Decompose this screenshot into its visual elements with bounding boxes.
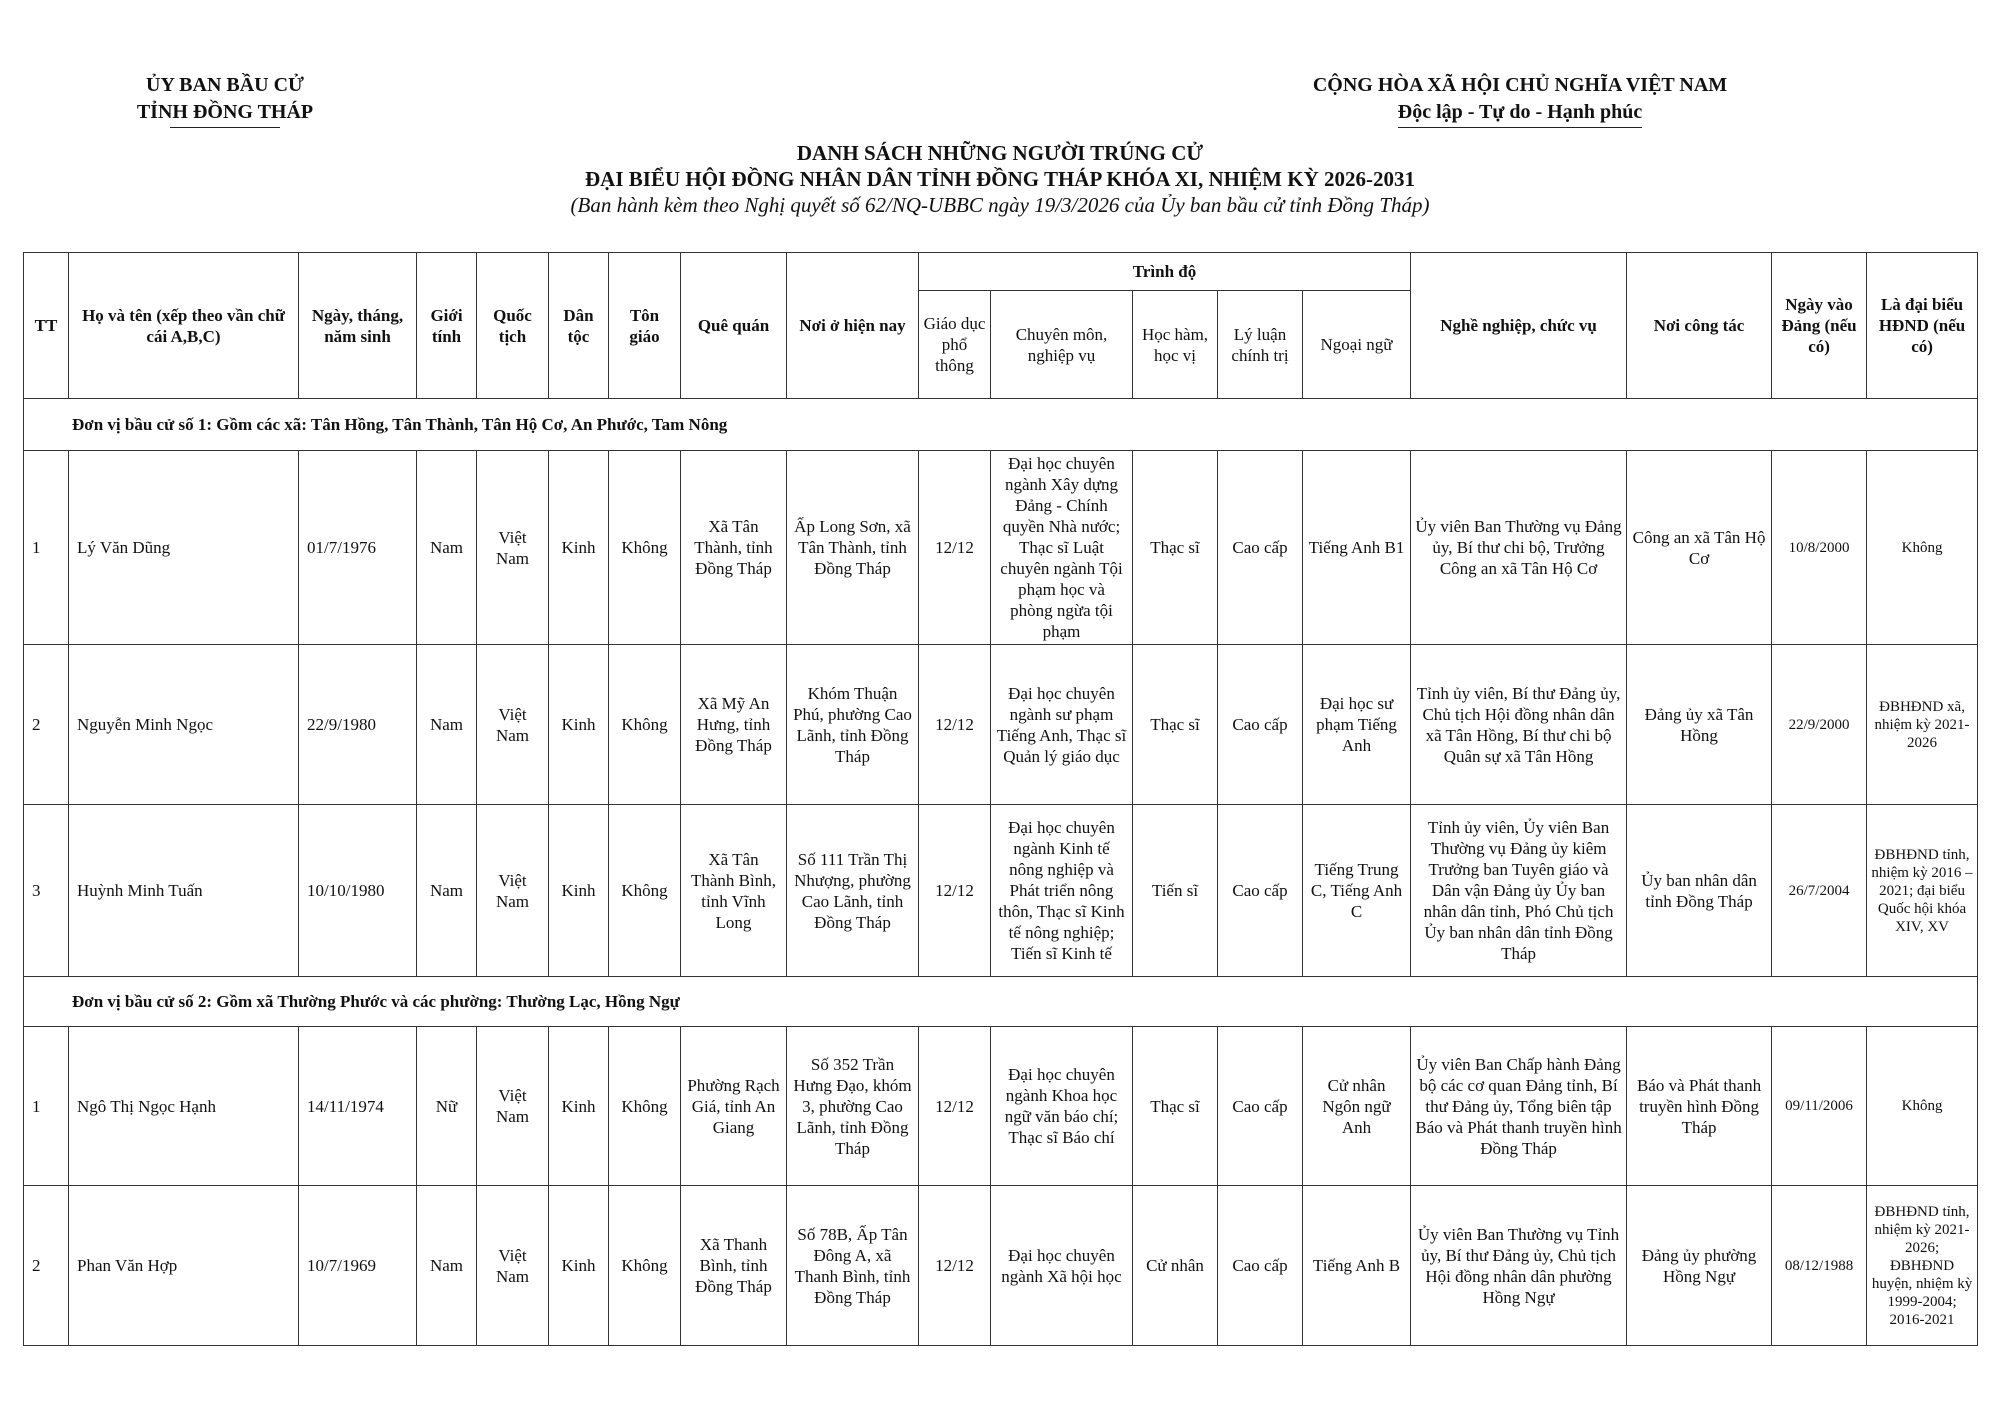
cell-language: Tiếng Anh B1 [1303, 451, 1411, 645]
elected-delegates-table [23, 252, 1978, 1346]
table-row [24, 645, 1978, 805]
cell-politics: Cao cấp [1218, 1027, 1303, 1186]
unit-title: Đơn vị bầu cử số 2: Gồm xã Thường Phước và các phường: Thường Lạc, Hồng Ngự [24, 977, 1978, 1027]
cell-ethnicity: Kinh [549, 1027, 609, 1186]
cell-residence: Số 352 Trần Hưng Đạo, khóm 3, phường Cao Lãnh, tỉnh Đồng Tháp [787, 1027, 919, 1186]
cell-occupation: Tỉnh ủy viên, Bí thư Đảng ủy, Chủ tịch Hội đồng nhân dân xã Tân Hồng, Bí thư chi bộ Quân sự xã Tân Hồng [1411, 645, 1627, 805]
col-header-nationality: Quốc tịch [477, 253, 549, 399]
cell-nationality: Việt Nam [477, 805, 549, 977]
col-header-party-date: Ngày vào Đảng (nếu có) [1772, 253, 1867, 399]
cell-residence: Số 78B, Ấp Tân Đông A, xã Thanh Bình, tỉnh Đồng Tháp [787, 1186, 919, 1346]
col-header-ethnicity: Dân tộc [549, 253, 609, 399]
cell-occupation: Ủy viên Ban Thường vụ Tỉnh ủy, Bí thư Đảng ủy, Chủ tịch Hội đồng nhân dân phường Hồng Ngự [1411, 1186, 1627, 1346]
cell-politics: Cao cấp [1218, 645, 1303, 805]
issuing-authority [110, 72, 340, 128]
cell-tt: 1 [24, 451, 69, 645]
cell-ethnicity: Kinh [549, 805, 609, 977]
cell-hometown: Xã Thanh Bình, tỉnh Đồng Tháp [681, 1186, 787, 1346]
cell-gender: Nữ [417, 1027, 477, 1186]
cell-name: Huỳnh Minh Tuấn [69, 805, 299, 977]
cell-specialty: Đại học chuyên ngành sư phạm Tiếng Anh, Thạc sĩ Quản lý giáo dục [991, 645, 1133, 805]
unit-row [24, 399, 1978, 451]
cell-residence: Ấp Long Sơn, xã Tân Thành, tỉnh Đồng Tháp [787, 451, 919, 645]
cell-workplace: Công an xã Tân Hộ Cơ [1627, 451, 1772, 645]
cell-religion: Không [609, 645, 681, 805]
cell-politics: Cao cấp [1218, 1186, 1303, 1346]
cell-language: Cử nhân Ngôn ngữ Anh [1303, 1027, 1411, 1186]
cell-tt: 2 [24, 1186, 69, 1346]
cell-degree: Cử nhân [1133, 1186, 1218, 1346]
table-row [24, 1186, 1978, 1346]
cell-degree: Tiến sĩ [1133, 805, 1218, 977]
cell-degree: Thạc sĩ [1133, 645, 1218, 805]
authority-underline [170, 127, 280, 128]
unit-title: Đơn vị bầu cử số 1: Gồm các xã: Tân Hồng, Tân Thành, Tân Hộ Cơ, An Phước, Tam Nông [24, 399, 1978, 451]
cell-occupation: Ủy viên Ban Chấp hành Đảng bộ các cơ quan Đảng tỉnh, Bí thư Đảng ủy, Tổng biên tập Báo và Phát thanh truyền hình Đồng Tháp [1411, 1027, 1627, 1186]
cell-religion: Không [609, 451, 681, 645]
col-header-tt: TT [24, 253, 69, 399]
cell-gender: Nam [417, 451, 477, 645]
authority-line-2: TỈNH ĐỒNG THÁP [136, 101, 314, 123]
nation-name: CỘNG HÒA XÃ HỘI CHỦ NGHĨA VIỆT NAM [1312, 74, 1728, 96]
cell-delegate: ĐBHĐND xã, nhiệm kỳ 2021-2026 [1867, 645, 1978, 805]
cell-tt: 1 [24, 1027, 69, 1186]
col-header-religion: Tôn giáo [609, 253, 681, 399]
national-motto: Độc lập - Tự do - Hạnh phúc [1398, 99, 1642, 128]
cell-general-edu: 12/12 [919, 805, 991, 977]
col-header-language: Ngoại ngữ [1303, 291, 1411, 399]
col-header-residence: Nơi ở hiện nay [787, 253, 919, 399]
col-header-specialty: Chuyên môn, nghiệp vụ [991, 291, 1133, 399]
cell-nationality: Việt Nam [477, 1027, 549, 1186]
cell-nationality: Việt Nam [477, 645, 549, 805]
cell-ethnicity: Kinh [549, 645, 609, 805]
title-line-2: ĐẠI BIỂU HỘI ĐỒNG NHÂN DÂN TỈNH ĐỒNG THÁP KHÓA XI, NHIỆM KỲ 2026-2031 [585, 167, 1415, 191]
cell-degree: Thạc sĩ [1133, 451, 1218, 645]
cell-religion: Không [609, 805, 681, 977]
cell-workplace: Đảng ủy phường Hồng Ngự [1627, 1186, 1772, 1346]
col-header-hometown: Quê quán [681, 253, 787, 399]
cell-dob: 14/11/1974 [299, 1027, 417, 1186]
cell-general-edu: 12/12 [919, 645, 991, 805]
cell-party-date: 10/8/2000 [1772, 451, 1867, 645]
table-row [24, 1027, 1978, 1186]
cell-name: Nguyễn Minh Ngọc [69, 645, 299, 805]
authority-line-1: ỦY BAN BẦU CỬ [146, 74, 304, 96]
cell-religion: Không [609, 1027, 681, 1186]
cell-general-edu: 12/12 [919, 1186, 991, 1346]
document-title [0, 140, 2000, 218]
cell-dob: 10/7/1969 [299, 1186, 417, 1346]
col-header-dob: Ngày, tháng, năm sinh [299, 253, 417, 399]
cell-hometown: Phường Rạch Giá, tỉnh An Giang [681, 1027, 787, 1186]
cell-occupation: Tỉnh ủy viên, Ủy viên Ban Thường vụ Đảng ủy kiêm Trưởng ban Tuyên giáo và Dân vận Đảng ủy Ủy ban nhân dân tỉnh, Phó Chủ tịch Ủy ban nhân dân tỉnh Đồng Tháp [1411, 805, 1627, 977]
col-header-name: Họ và tên (xếp theo vần chữ cái A,B,C) [69, 253, 299, 399]
cell-name: Ngô Thị Ngọc Hạnh [69, 1027, 299, 1186]
cell-specialty: Đại học chuyên ngành Xã hội học [991, 1186, 1133, 1346]
cell-religion: Không [609, 1186, 681, 1346]
cell-residence: Khóm Thuận Phú, phường Cao Lãnh, tỉnh Đồng Tháp [787, 645, 919, 805]
cell-name: Lý Văn Dũng [69, 451, 299, 645]
title-line-1: DANH SÁCH NHỮNG NGƯỜI TRÚNG CỬ [796, 141, 1204, 165]
cell-dob: 10/10/1980 [299, 805, 417, 977]
cell-party-date: 09/11/2006 [1772, 1027, 1867, 1186]
title-subtitle: (Ban hành kèm theo Nghị quyết số 62/NQ-UBBC ngày 19/3/2026 của Ủy ban bầu cử tỉnh Đồng Tháp) [570, 193, 1430, 217]
col-header-delegate: Là đại biểu HĐND (nếu có) [1867, 253, 1978, 399]
cell-tt: 3 [24, 805, 69, 977]
cell-residence: Số 111 Trần Thị Nhượng, phường Cao Lãnh, tỉnh Đồng Tháp [787, 805, 919, 977]
cell-politics: Cao cấp [1218, 451, 1303, 645]
national-header [1270, 72, 1770, 128]
cell-gender: Nam [417, 1186, 477, 1346]
cell-name: Phan Văn Hợp [69, 1186, 299, 1346]
unit-row [24, 977, 1978, 1027]
cell-gender: Nam [417, 645, 477, 805]
cell-language: Đại học sư phạm Tiếng Anh [1303, 645, 1411, 805]
cell-language: Tiếng Anh B [1303, 1186, 1411, 1346]
cell-delegate: Không [1867, 1027, 1978, 1186]
col-header-gender: Giới tính [417, 253, 477, 399]
cell-ethnicity: Kinh [549, 1186, 609, 1346]
cell-workplace: Ủy ban nhân dân tỉnh Đồng Tháp [1627, 805, 1772, 977]
cell-delegate: Không [1867, 451, 1978, 645]
table-row [24, 451, 1978, 645]
col-header-workplace: Nơi công tác [1627, 253, 1772, 399]
cell-specialty: Đại học chuyên ngành Khoa học ngữ văn báo chí; Thạc sĩ Báo chí [991, 1027, 1133, 1186]
cell-language: Tiếng Trung C, Tiếng Anh C [1303, 805, 1411, 977]
cell-dob: 01/7/1976 [299, 451, 417, 645]
cell-politics: Cao cấp [1218, 805, 1303, 977]
cell-general-edu: 12/12 [919, 1027, 991, 1186]
cell-specialty: Đại học chuyên ngành Xây dựng Đảng - Chính quyền Nhà nước; Thạc sĩ Luật chuyên ngành Tội phạm học và phòng ngừa tội phạm [991, 451, 1133, 645]
cell-specialty: Đại học chuyên ngành Kinh tế nông nghiệp và Phát triển nông thôn, Thạc sĩ Kinh tế nông nghiệp; Tiến sĩ Kinh tế [991, 805, 1133, 977]
cell-hometown: Xã Tân Thành Bình, tỉnh Vĩnh Long [681, 805, 787, 977]
cell-tt: 2 [24, 645, 69, 805]
cell-hometown: Xã Tân Thành, tỉnh Đồng Tháp [681, 451, 787, 645]
cell-nationality: Việt Nam [477, 451, 549, 645]
cell-workplace: Đảng ủy xã Tân Hồng [1627, 645, 1772, 805]
cell-hometown: Xã Mỹ An Hưng, tỉnh Đồng Tháp [681, 645, 787, 805]
cell-gender: Nam [417, 805, 477, 977]
cell-party-date: 22/9/2000 [1772, 645, 1867, 805]
cell-workplace: Báo và Phát thanh truyền hình Đồng Tháp [1627, 1027, 1772, 1186]
col-header-politics: Lý luận chính trị [1218, 291, 1303, 399]
cell-dob: 22/9/1980 [299, 645, 417, 805]
cell-party-date: 08/12/1988 [1772, 1186, 1867, 1346]
cell-general-edu: 12/12 [919, 451, 991, 645]
cell-delegate: ĐBHĐND tỉnh, nhiệm kỳ 2016 – 2021; đại biểu Quốc hội khóa XIV, XV [1867, 805, 1978, 977]
cell-party-date: 26/7/2004 [1772, 805, 1867, 977]
cell-degree: Thạc sĩ [1133, 1027, 1218, 1186]
col-header-general-edu: Giáo dục phổ thông [919, 291, 991, 399]
col-header-degree: Học hàm, học vị [1133, 291, 1218, 399]
table-row [24, 805, 1978, 977]
cell-occupation: Ủy viên Ban Thường vụ Đảng ủy, Bí thư chi bộ, Trưởng Công an xã Tân Hộ Cơ [1411, 451, 1627, 645]
col-header-trinh-do: Trình độ [919, 253, 1411, 291]
cell-nationality: Việt Nam [477, 1186, 549, 1346]
col-header-occupation: Nghề nghiệp, chức vụ [1411, 253, 1627, 399]
cell-ethnicity: Kinh [549, 451, 609, 645]
cell-delegate: ĐBHĐND tỉnh, nhiệm kỳ 2021-2026; ĐBHĐND huyện, nhiệm kỳ 1999-2004; 2016-2021 [1867, 1186, 1978, 1346]
